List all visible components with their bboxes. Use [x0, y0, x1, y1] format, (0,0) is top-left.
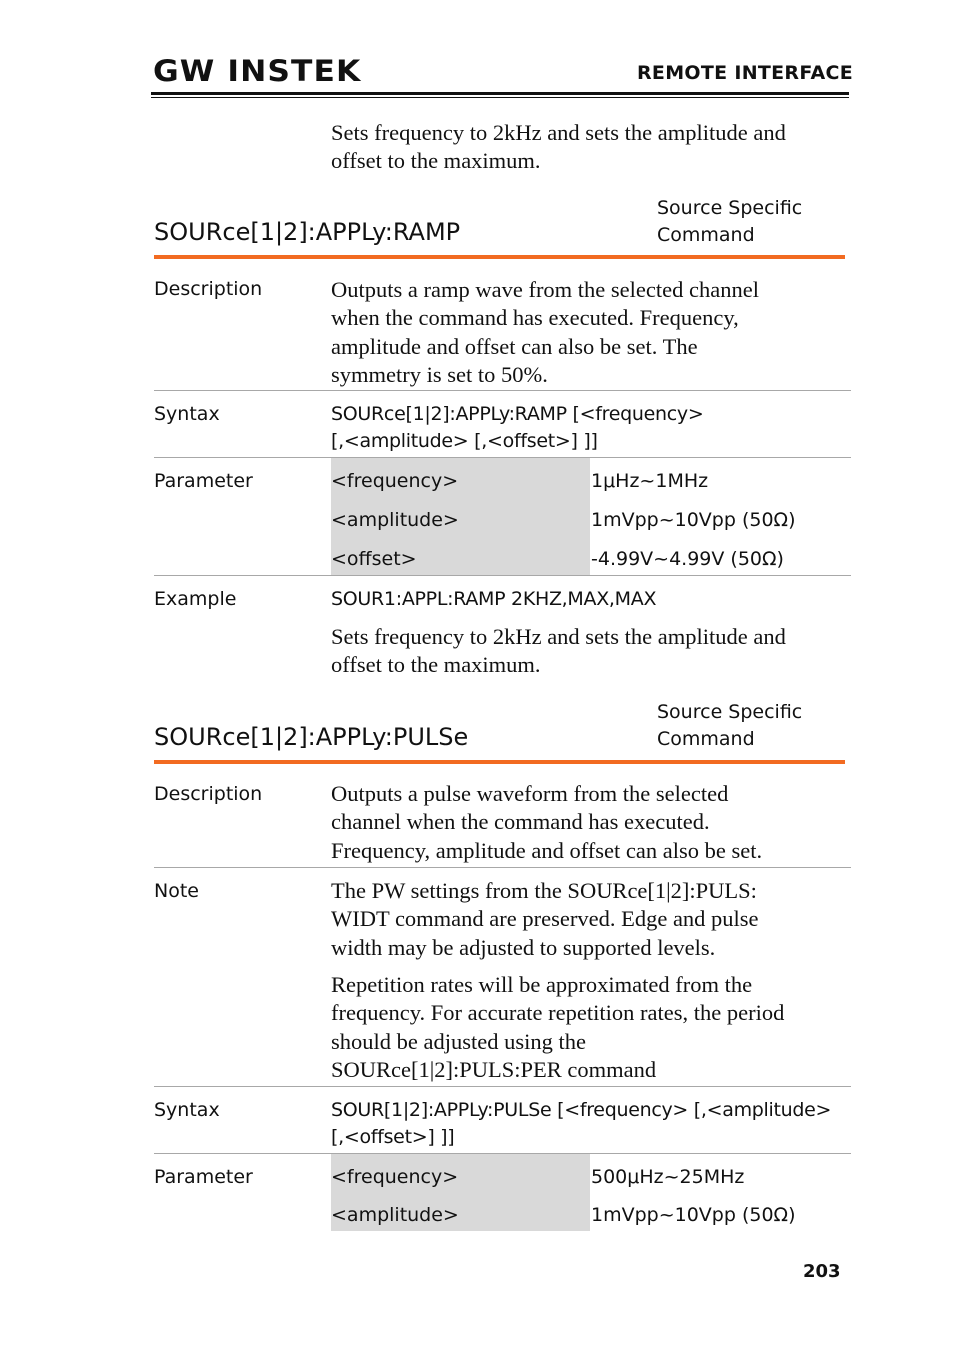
pulse-description: Outputs a pulse waveform from the selected channel when the command has executed. Frequency, amplitude and offset can also be set.: [331, 781, 763, 863]
param-name: <amplitude>: [331, 1204, 459, 1226]
divider: [154, 867, 851, 868]
ramp-category: Source Specific Command: [657, 197, 803, 246]
ramp-description: Outputs a ramp wave from the selected channel when the command has executed. Frequency, amplitude and offset can also be set. The symmetry is set to 50%.: [331, 277, 759, 387]
ramp-example-text: Sets frequency to 2kHz and sets the amplitude and offset to the maximum.: [331, 624, 786, 678]
param-range: 500μHz~25MHz: [591, 1166, 745, 1188]
param-range: -4.99V~4.99V (50Ω): [591, 548, 784, 570]
pulse-note-2: Repetition rates will be approximated from the frequency. For accurate repetition rates, the period should be adjusted using the SOURce[1|2]:PULS:PER command: [331, 972, 785, 1082]
section-title: REMOTE INTERFACE: [637, 62, 853, 84]
param-range: 1μHz~1MHz: [591, 470, 709, 492]
header-rule-thin: [151, 97, 849, 98]
ramp-example-command: SOUR1:APPL:RAMP 2KHZ,MAX,MAX: [331, 588, 657, 610]
param-range: 1mVpp~10Vpp (50Ω): [591, 509, 796, 531]
page-number: 203: [803, 1261, 841, 1282]
param-name: <frequency>: [331, 470, 459, 492]
divider: [154, 575, 851, 576]
pulse-command-title: SOURce[1|2]:APPLy:PULSe: [154, 723, 469, 751]
param-name: <offset>: [331, 548, 417, 570]
pulse-syntax-label: Syntax: [154, 1099, 220, 1121]
pulse-syntax: SOUR[1|2]:APPLy:PULSe [<frequency> [,<amplitude> [,<offset>] ]]: [331, 1099, 832, 1148]
ramp-syntax-label: Syntax: [154, 403, 220, 425]
divider: [154, 390, 851, 391]
pulse-note-label: Note: [154, 880, 199, 902]
param-name: <frequency>: [331, 1166, 459, 1188]
param-range: 1mVpp~10Vpp (50Ω): [591, 1204, 796, 1226]
ramp-description-label: Description: [154, 278, 263, 300]
ramp-parameter-label: Parameter: [154, 470, 253, 492]
divider: [154, 1086, 851, 1087]
brand-logo: GW INSTEK: [153, 54, 362, 88]
ramp-command-title: SOURce[1|2]:APPLy:RAMP: [154, 218, 461, 246]
pulse-note-1: The PW settings from the SOURce[1|2]:PULS: WIDT command are preserved. Edge and pulse width may be adjusted to supported levels.: [331, 878, 759, 960]
pulse-description-label: Description: [154, 783, 263, 805]
param-name: <amplitude>: [331, 509, 459, 531]
ramp-syntax: SOURce[1|2]:APPLy:RAMP [<frequency> [,<amplitude> [,<offset>] ]]: [331, 403, 704, 452]
header-rule: [151, 92, 849, 95]
pulse-heading-rule: [154, 760, 845, 764]
pulse-category: Source Specific Command: [657, 701, 803, 750]
ramp-example-label: Example: [154, 588, 237, 610]
top-text: Sets frequency to 2kHz and sets the amplitude and offset to the maximum.: [331, 120, 786, 174]
ramp-heading-rule: [154, 255, 845, 259]
pulse-parameter-label: Parameter: [154, 1166, 253, 1188]
